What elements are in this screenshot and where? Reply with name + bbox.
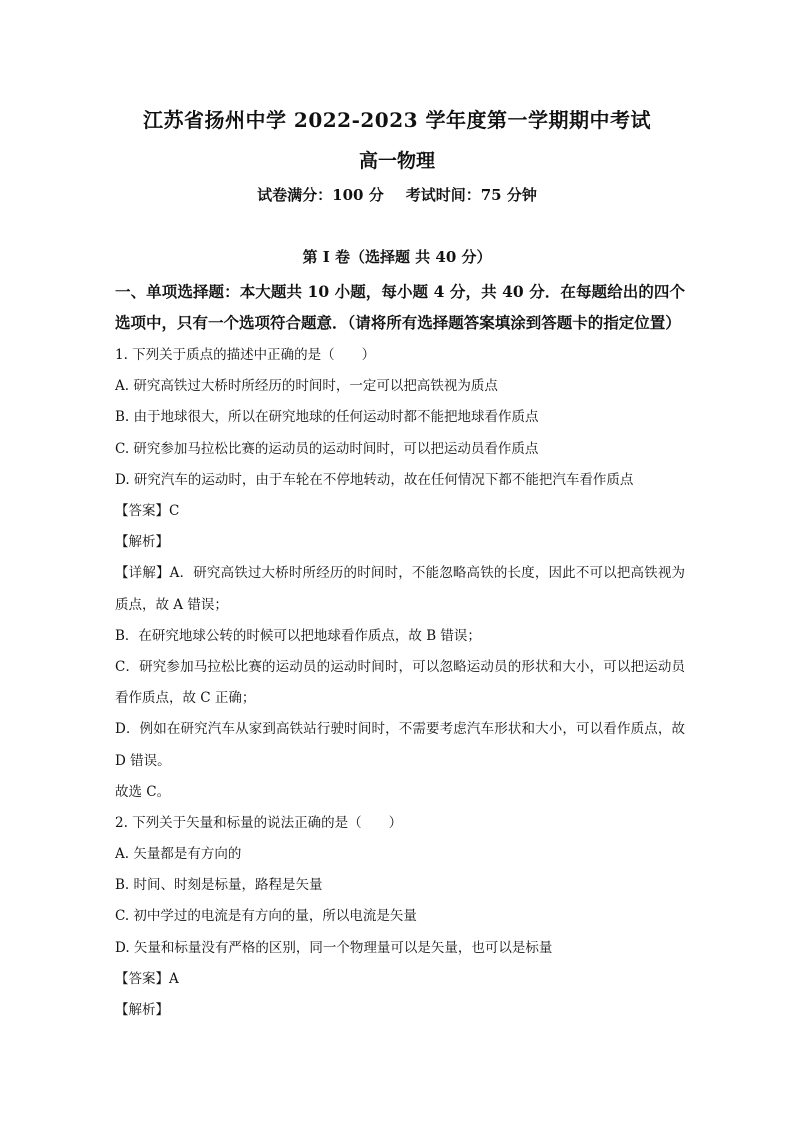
- question-1-detail-d: D．例如在研究汽车从家到高铁站行驶时间时，不需要考虑汽车形状和大小，可以看作质点，故 D 错误。: [115, 721, 685, 769]
- question-1-detail-b: B．在研究地球公转的时候可以把地球看作质点，故 B 错误；: [115, 627, 481, 644]
- question-1-option-c: C. 研究参加马拉松比赛的运动员的运动时间时，可以把运动员看作质点: [115, 440, 539, 457]
- question-2-option-a: A. 矢量都是有方向的: [115, 846, 242, 863]
- exam-meta: [0, 184, 794, 205]
- exam-time: 考试时间：75 分钟: [405, 186, 537, 204]
- question-1-answer: 【答案】C: [115, 502, 180, 519]
- question-2-option-c: C. 初中学过的电流是有方向的量，所以电流是矢量: [115, 908, 417, 925]
- exam-title: 江苏省扬州中学 2022-2023 学年度第一学期期中考试: [142, 108, 652, 132]
- exam-subject: 高一物理: [358, 150, 435, 172]
- question-1-detail-c: C．研究参加马拉松比赛的运动员的运动时间时，可以忽略运动员的形状和大小，可以把运动员看作质点，故 C 正确；: [115, 658, 685, 707]
- question-2-stem: 2. 下列关于矢量和标量的说法正确的是（ ）: [115, 814, 403, 831]
- question-1-analysis: 【解析】: [115, 534, 169, 551]
- question-1-option-d: D. 研究汽车的运动时，由于车轮在不停地转动，故在任何情况下都不能把汽车看作质点: [115, 471, 634, 488]
- section-instructions: 一、单项选择题：本大题共 10 小题，每小题 4 分，共 40 分．在每题给出的四个选项中，只有一个选项符合题意．（请将所有选择题答案填涂到答题卡的指定位置）: [115, 282, 685, 332]
- section-title: 第 I 卷（选择题 共 40 分）: [302, 248, 492, 266]
- question-2-option-b: B. 时间、时刻是标量，路程是矢量: [115, 877, 323, 894]
- question-1-stem: 1. 下列关于质点的描述中正确的是（ ）: [115, 347, 376, 363]
- question-1-conclusion: 故选 C。: [115, 783, 171, 800]
- question-1-detail-a: 【详解】A．研究高铁过大桥时所经历的时间时，不能忽略高铁的长度，因此不可以把高铁视为质点，故 A 错误；: [115, 565, 685, 613]
- questions: [115, 340, 685, 1026]
- question-2-analysis: 【解析】: [115, 1002, 169, 1019]
- question-2-option-d: D. 矢量和标量没有严格的区别，同一个物理量可以是矢量，也可以是标量: [115, 939, 553, 956]
- question-2-answer: 【答案】A: [115, 970, 179, 987]
- question-1-option-b: B. 由于地球很大，所以在研究地球的任何运动时都不能把地球看作质点: [115, 409, 539, 426]
- exam-score: 试卷满分：100 分: [257, 186, 384, 204]
- question-1-option-a: A. 研究高铁过大桥时所经历的时间时，一定可以把高铁视为质点: [115, 378, 498, 395]
